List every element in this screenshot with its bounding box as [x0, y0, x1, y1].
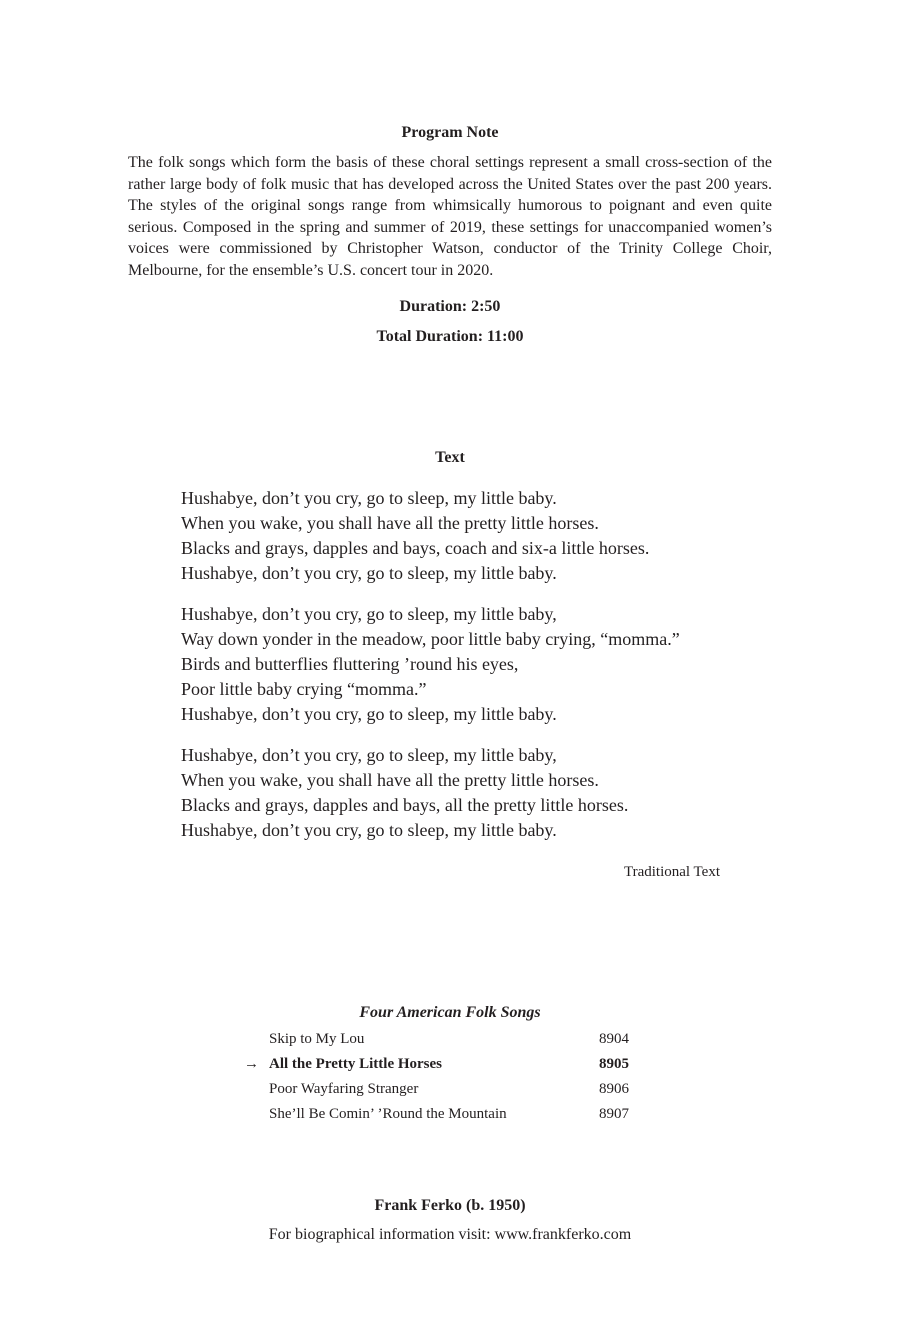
collection-item-number: 8906: [599, 1081, 629, 1097]
lyric-line: Hushabye, don’t you cry, go to sleep, my little baby,: [181, 604, 557, 624]
collection-item: [244, 1029, 644, 1054]
program-note-body: The folk songs which form the basis of these choral settings represent a small cross-section of the rather large body of folk music that has developed across the United States over the past 200 years. The styles of the original songs range from whimsically humorous to poignant and even quite serious. Composed in the spring and summer of 2019, these settings for unaccompanied women’s voices were commissioned by Christopher Watson, conductor of the Trinity College Choir, Melbourne, for the ensemble’s U.S. concert tour in 2020.: [128, 154, 772, 279]
collection-title: Four American Folk Songs: [359, 1004, 541, 1021]
text-heading: Text: [435, 449, 465, 466]
lyric-line: Hushabye, don’t you cry, go to sleep, my little baby.: [181, 820, 557, 840]
duration: Duration: 2:50: [399, 298, 501, 315]
composer-bio-link: For biographical information visit: www.frankferko.com: [268, 1226, 632, 1243]
total-duration: Total Duration: 11:00: [376, 328, 524, 345]
lyric-line: Blacks and grays, dapples and bays, all the pretty little horses.: [181, 795, 629, 815]
composer-name: Frank Ferko (b. 1950): [374, 1197, 526, 1214]
lyric-line: Poor little baby crying “momma.”: [181, 679, 427, 699]
lyric-line: Birds and butterflies fluttering ’round his eyes,: [181, 654, 519, 674]
collection-item-current: [244, 1054, 644, 1079]
lyric-line: Hushabye, don’t you cry, go to sleep, my little baby.: [181, 488, 557, 508]
text-attribution: Traditional Text: [623, 864, 720, 880]
stanza: [181, 602, 761, 727]
lyric-line: Blacks and grays, dapples and bays, coach and six-a little horses.: [181, 538, 650, 558]
lyric-line: Hushabye, don’t you cry, go to sleep, my little baby,: [181, 745, 557, 765]
collection-item-title: Skip to My Lou: [269, 1031, 365, 1047]
lyric-line: Hushabye, don’t you cry, go to sleep, my little baby.: [181, 563, 557, 583]
collection-item-title: All the Pretty Little Horses: [269, 1056, 443, 1072]
stanza: [181, 486, 761, 586]
collection-item-title: She’ll Be Comin’ ’Round the Mountain: [269, 1106, 507, 1122]
arrow-right-icon: →: [244, 1056, 259, 1072]
collection-item: [244, 1079, 644, 1104]
lyric-line: When you wake, you shall have all the pretty little horses.: [181, 770, 599, 790]
collection-item-title: Poor Wayfaring Stranger: [269, 1081, 419, 1097]
lyric-line: Way down yonder in the meadow, poor little baby crying, “momma.”: [181, 629, 680, 649]
collection-item: [244, 1104, 644, 1129]
program-note-heading: Program Note: [401, 124, 499, 141]
collection-list: [244, 1029, 644, 1129]
collection-item-number: 8905: [599, 1056, 629, 1072]
collection-item-number: 8904: [599, 1031, 629, 1047]
stanza: [181, 743, 761, 843]
collection-item-number: 8907: [599, 1106, 629, 1122]
lyrics: [181, 486, 761, 859]
lyric-line: Hushabye, don’t you cry, go to sleep, my little baby.: [181, 704, 557, 724]
lyric-line: When you wake, you shall have all the pretty little horses.: [181, 513, 599, 533]
